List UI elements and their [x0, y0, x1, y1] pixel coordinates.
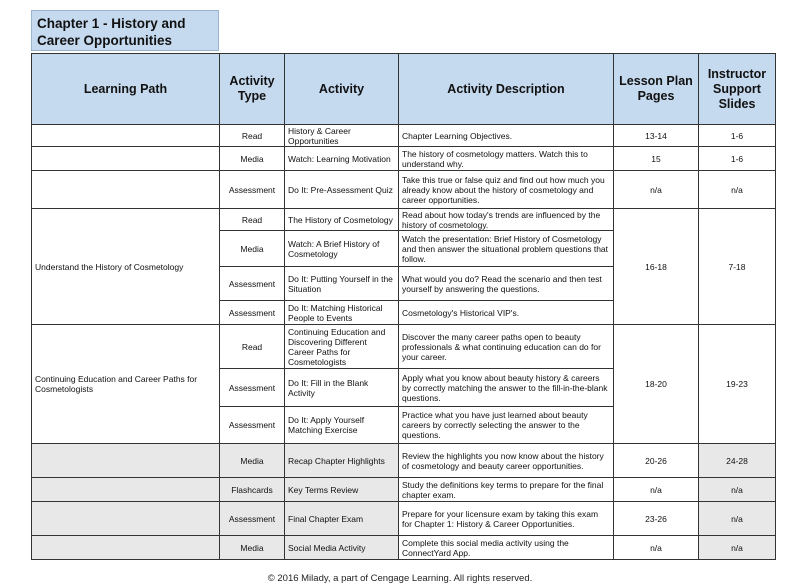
description-cell: Study the definitions key terms to prepare for the final chapter exam. [399, 478, 614, 502]
slides-cell: n/a [699, 171, 776, 209]
activity-type-cell: Read [220, 325, 285, 369]
table-row [32, 502, 776, 536]
activity-cell: Continuing Education and Discovering Different Career Paths for Cosmetologists [285, 325, 399, 369]
activity-cell: Watch: A Brief History of Cosmetology [285, 231, 399, 267]
learning-path-cell: Continuing Education and Career Paths for Cosmetologists [32, 325, 220, 444]
description-cell: The history of cosmetology matters. Watch this to understand why. [399, 147, 614, 171]
activity-type-cell: Media [220, 536, 285, 560]
pages-cell: 23-26 [614, 502, 699, 536]
table-row [32, 147, 776, 171]
table-row [32, 478, 776, 502]
slides-cell: n/a [699, 478, 776, 502]
table-row [32, 536, 776, 560]
activity-cell: Do It: Pre-Assessment Quiz [285, 171, 399, 209]
slides-cell: n/a [699, 536, 776, 560]
learning-path-table [31, 53, 776, 560]
activity-type-cell: Assessment [220, 171, 285, 209]
slides-cell: 7-18 [699, 209, 776, 325]
activity-type-cell: Media [220, 147, 285, 171]
activity-cell: Do It: Apply Yourself Matching Exercise [285, 407, 399, 444]
slides-cell: n/a [699, 502, 776, 536]
pages-cell: 18-20 [614, 325, 699, 444]
table-row [32, 209, 776, 231]
learning-path-cell [32, 478, 220, 502]
header-row [32, 54, 776, 125]
learning-path-cell [32, 147, 220, 171]
learning-path-cell: Understand the History of Cosmetology [32, 209, 220, 325]
header-activity-type: Activity Type [220, 54, 285, 125]
description-cell: Apply what you know about beauty history & careers by correctly matching the answer to the fill-in-the-blank questions. [399, 369, 614, 407]
header-activity-description: Activity Description [399, 54, 614, 125]
activity-type-cell: Media [220, 444, 285, 478]
learning-path-cell [32, 444, 220, 478]
learning-path-cell [32, 536, 220, 560]
table-row [32, 444, 776, 478]
activity-type-cell: Read [220, 125, 285, 147]
activity-type-cell: Flashcards [220, 478, 285, 502]
activity-cell: Do It: Matching Historical People to Events [285, 301, 399, 325]
activity-type-cell: Assessment [220, 267, 285, 301]
table-row [32, 171, 776, 209]
description-cell: Watch the presentation: Brief History of Cosmetology and then answer the situational problem questions that follow. [399, 231, 614, 267]
pages-cell: 20-26 [614, 444, 699, 478]
activity-type-cell: Read [220, 209, 285, 231]
activity-cell: Social Media Activity [285, 536, 399, 560]
activity-cell: Recap Chapter Highlights [285, 444, 399, 478]
activity-type-cell: Assessment [220, 301, 285, 325]
slides-cell: 1-6 [699, 147, 776, 171]
description-cell: Review the highlights you now know about the history of cosmetology and beauty career opportunities. [399, 444, 614, 478]
activity-cell: History & Career Opportunities [285, 125, 399, 147]
slides-cell: 1-6 [699, 125, 776, 147]
pages-cell: 13-14 [614, 125, 699, 147]
description-cell: Cosmetology's Historical VIP's. [399, 301, 614, 325]
activity-type-cell: Assessment [220, 407, 285, 444]
table-row [32, 125, 776, 147]
activity-type-cell: Assessment [220, 502, 285, 536]
copyright-footer: © 2016 Milady, a part of Cengage Learning. All rights reserved. [267, 573, 533, 584]
header-instructor-support-slides: Instructor Support Slides [699, 54, 776, 125]
header-lesson-plan-pages: Lesson Plan Pages [614, 54, 699, 125]
description-cell: Practice what you have just learned about beauty careers by correctly selecting the answer to the questions. [399, 407, 614, 444]
activity-type-cell: Assessment [220, 369, 285, 407]
activity-cell: Do It: Putting Yourself in the Situation [285, 267, 399, 301]
header-activity: Activity [285, 54, 399, 125]
table-row [32, 325, 776, 369]
activity-cell: Do It: Fill in the Blank Activity [285, 369, 399, 407]
description-cell: Complete this social media activity using the ConnectYard App. [399, 536, 614, 560]
activity-type-cell: Media [220, 231, 285, 267]
description-cell: Take this true or false quiz and find out how much you already know about the history of cosmetology and career opportunities. [399, 171, 614, 209]
activity-cell: Final Chapter Exam [285, 502, 399, 536]
activity-cell: Watch: Learning Motivation [285, 147, 399, 171]
pages-cell: 15 [614, 147, 699, 171]
activity-cell: Key Terms Review [285, 478, 399, 502]
header-learning-path: Learning Path [32, 54, 220, 125]
slides-cell: 24-28 [699, 444, 776, 478]
learning-path-cell [32, 125, 220, 147]
description-cell: Chapter Learning Objectives. [399, 125, 614, 147]
description-cell: Prepare for your licensure exam by taking this exam for Chapter 1: History & Career Opportunities. [399, 502, 614, 536]
pages-cell: n/a [614, 478, 699, 502]
slides-cell: 19-23 [699, 325, 776, 444]
description-cell: What would you do? Read the scenario and then test yourself by answering the questions. [399, 267, 614, 301]
description-cell: Read about how today's trends are influenced by the history of cosmetology. [399, 209, 614, 231]
activity-cell: The History of Cosmetology [285, 209, 399, 231]
learning-path-cell [32, 502, 220, 536]
pages-cell: n/a [614, 536, 699, 560]
pages-cell: 16-18 [614, 209, 699, 325]
learning-path-cell [32, 171, 220, 209]
pages-cell: n/a [614, 171, 699, 209]
chapter-title: Chapter 1 - History and Career Opportunities [31, 10, 219, 51]
description-cell: Discover the many career paths open to beauty professionals & what continuing education can do for your career. [399, 325, 614, 369]
